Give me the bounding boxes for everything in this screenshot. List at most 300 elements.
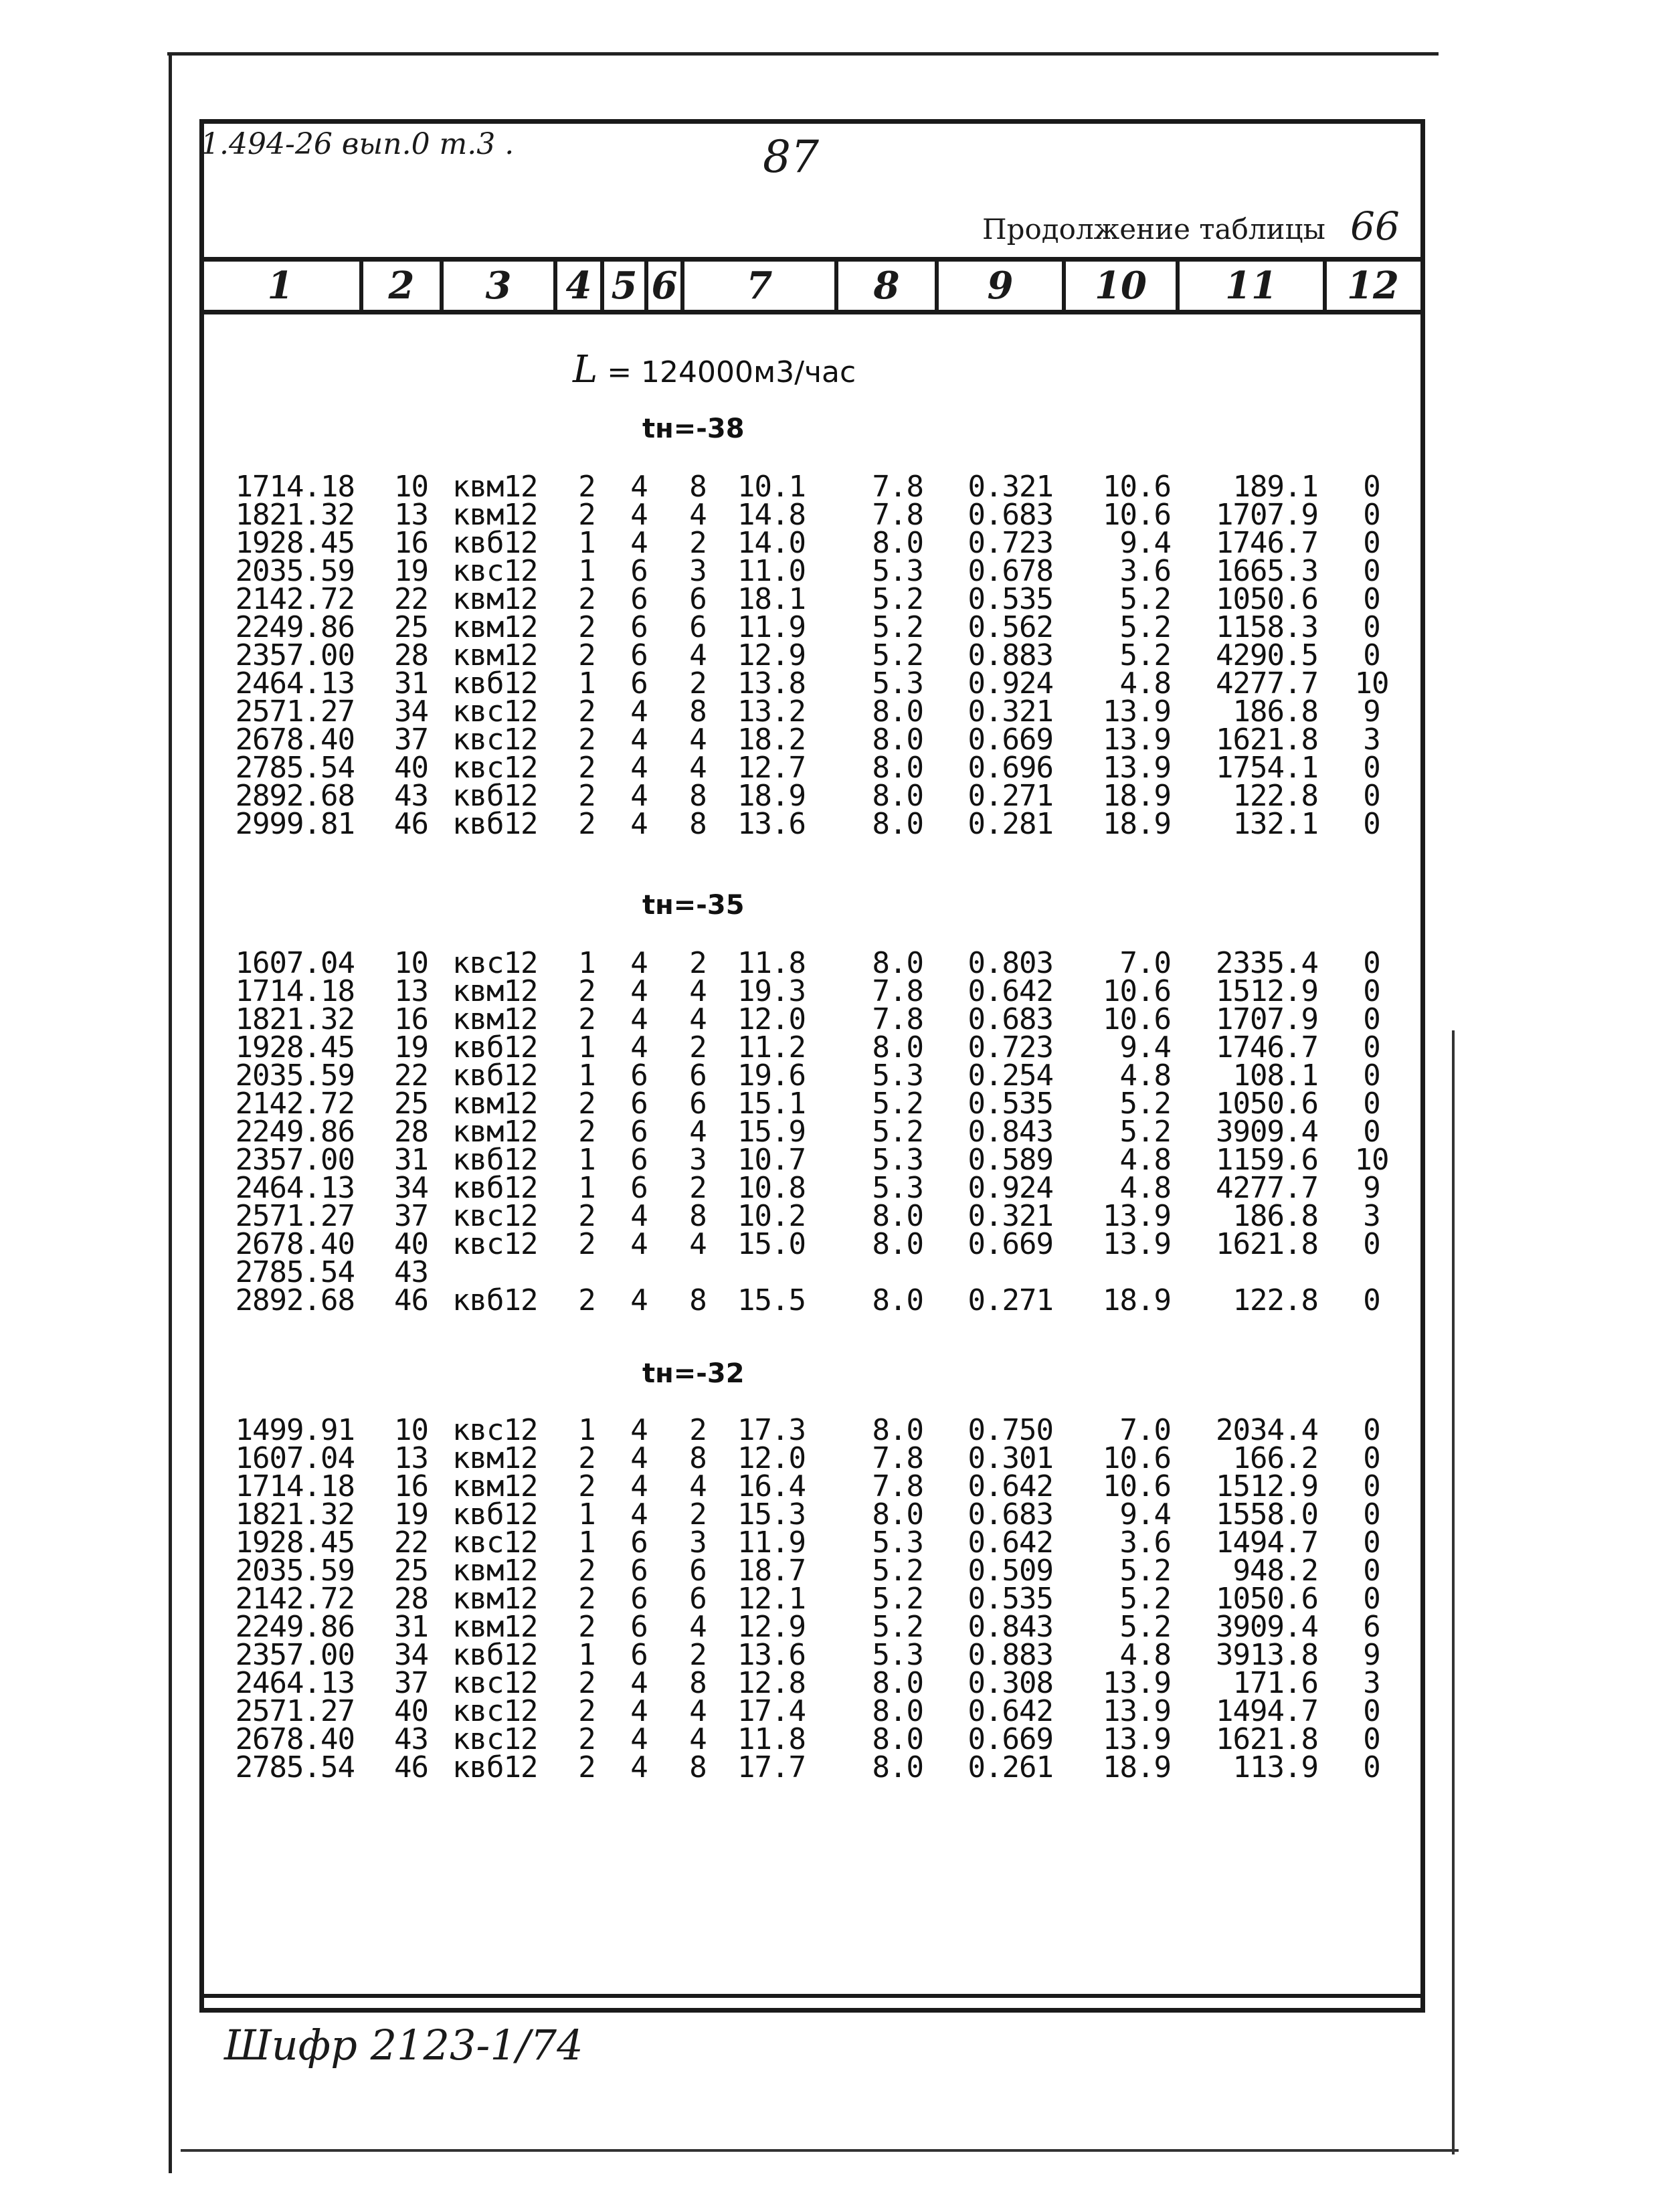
column-number-12: 12 <box>1347 264 1399 308</box>
table-cell: 1512.9 <box>1216 974 1318 1008</box>
table-cell: 2 <box>689 1413 707 1447</box>
table-cell: 12.7 <box>737 751 806 785</box>
table-cell: 8.0 <box>872 1227 923 1261</box>
table-cell: 12.9 <box>737 638 806 672</box>
table-cell: 18.9 <box>1103 807 1171 841</box>
table-cell: 2 <box>578 1582 595 1616</box>
table-cell: квм12 <box>452 1582 538 1616</box>
table-cell: 8.0 <box>872 946 923 980</box>
table-cell: 13.6 <box>737 807 806 841</box>
table-cell: 1621.8 <box>1216 1227 1318 1261</box>
table-cell: 40 <box>394 1694 428 1728</box>
table-cell: 4 <box>630 526 648 560</box>
table-cell: 12.0 <box>737 1002 806 1036</box>
table-cell: 17.4 <box>737 1694 806 1728</box>
table-cell: 1 <box>578 1413 595 1447</box>
table-cell: 5.2 <box>1119 638 1171 672</box>
table-cell: 12.1 <box>737 1582 806 1616</box>
table-cell: 1050.6 <box>1216 582 1318 616</box>
table-cell: 2785.54 <box>235 751 355 785</box>
table-cell: квб12 <box>452 1143 538 1177</box>
table-cell: 4 <box>630 1413 648 1447</box>
table-cell: квм12 <box>452 1441 538 1475</box>
table-cell: 4 <box>689 974 707 1008</box>
table-cell: 4 <box>689 498 707 532</box>
table-cell: 0.642 <box>967 1526 1053 1560</box>
table-cell: 7.8 <box>872 974 923 1008</box>
table-cell: квм12 <box>452 1469 538 1503</box>
table-cell: 13.9 <box>1103 1227 1171 1261</box>
table-cell: 3909.4 <box>1216 1115 1318 1149</box>
table-cell: 10 <box>1354 666 1389 701</box>
table-cell: 0 <box>1363 1694 1380 1728</box>
table-cell: 4 <box>689 1469 707 1503</box>
table-cell: 10.6 <box>1103 974 1171 1008</box>
table-cell: 0 <box>1363 1002 1380 1036</box>
table-cell: 0 <box>1363 1413 1380 1447</box>
table-cell: 13.9 <box>1103 1722 1171 1756</box>
table-cell: 8.0 <box>872 1750 923 1784</box>
table-cell: 4.8 <box>1119 666 1171 701</box>
table-cell: 10 <box>394 946 428 980</box>
table-cell: 4 <box>630 723 648 757</box>
table-cell: 0 <box>1363 1115 1380 1149</box>
table-cell: 5.3 <box>872 1526 923 1560</box>
table-cell: 186.8 <box>1232 1199 1318 1233</box>
table-cell: 2892.68 <box>235 779 355 813</box>
table-cell: 5.3 <box>872 1171 923 1205</box>
column-number-4: 4 <box>565 264 592 308</box>
table-cell: 0.723 <box>967 1030 1053 1065</box>
table-cell: 11.8 <box>737 1722 806 1756</box>
table-cell: 3 <box>1363 723 1380 757</box>
table-cell: 2 <box>578 1694 595 1728</box>
column-number-3: 3 <box>485 264 512 308</box>
table-cell: 2 <box>578 1002 595 1036</box>
table-cell: квм12 <box>452 974 538 1008</box>
table-cell: 2249.86 <box>235 1610 355 1644</box>
table-cell: 0.261 <box>967 1750 1053 1784</box>
table-cell: 8.0 <box>872 751 923 785</box>
table-cell: 2 <box>689 1638 707 1672</box>
table-cell: 5.3 <box>872 1638 923 1672</box>
section-title: tн=-32 <box>642 1358 745 1389</box>
table-cell: 2 <box>578 582 595 616</box>
table-cell: 31 <box>394 666 428 701</box>
table-cell: 0 <box>1363 526 1380 560</box>
table-cell: 18.2 <box>737 723 806 757</box>
table-cell: 0 <box>1363 974 1380 1008</box>
table-cell: 0 <box>1363 638 1380 672</box>
table-cell: 2 <box>578 498 595 532</box>
table-cell: 37 <box>394 723 428 757</box>
table-cell: 2678.40 <box>235 1722 355 1756</box>
table-cell: 0.321 <box>967 695 1053 729</box>
table-cell: 0.669 <box>967 723 1053 757</box>
continuation-label: Продолжение таблицы <box>982 213 1325 246</box>
table-cell: 37 <box>394 1666 428 1700</box>
table-cell: 2 <box>689 1497 707 1532</box>
table-cell: 4 <box>630 1199 648 1233</box>
table-cell: 6 <box>689 1058 707 1093</box>
table-cell: 6 <box>630 1638 648 1672</box>
table-cell: 2357.00 <box>235 1143 355 1177</box>
table-cell: 7.8 <box>872 1441 923 1475</box>
table-cell: 10.2 <box>737 1199 806 1233</box>
table-cell: 0.883 <box>967 638 1053 672</box>
table-cell: 0 <box>1363 1058 1380 1093</box>
table-cell: 2464.13 <box>235 1171 355 1205</box>
table-cell: 0 <box>1363 554 1380 588</box>
table-cell: 2 <box>578 1227 595 1261</box>
table-cell: 1621.8 <box>1216 1722 1318 1756</box>
table-cell: 2464.13 <box>235 666 355 701</box>
table-cell: 4 <box>630 946 648 980</box>
table-cell: 4290.5 <box>1216 638 1318 672</box>
table-cell: 1607.04 <box>235 1441 355 1475</box>
table-cell: 5.2 <box>872 1582 923 1616</box>
table-cell: 31 <box>394 1143 428 1177</box>
table-cell: 10.6 <box>1103 470 1171 504</box>
table-cell: квс12 <box>452 1722 538 1756</box>
column-number-8: 8 <box>873 264 900 308</box>
cipher: Шифр 2123-1/74 <box>224 2021 583 2069</box>
table-cell: квб12 <box>452 779 538 813</box>
table-cell: 6 <box>630 1526 648 1560</box>
table-cell: 4 <box>630 1694 648 1728</box>
table-cell: 132.1 <box>1232 807 1318 841</box>
table-cell: 8 <box>689 1750 707 1784</box>
table-cell: 18.9 <box>737 779 806 813</box>
table-cell: 5.2 <box>872 610 923 644</box>
table-cell: 4 <box>630 1469 648 1503</box>
column-separator <box>1323 262 1327 310</box>
table-cell: 6 <box>689 610 707 644</box>
table-cell: 0.883 <box>967 1638 1053 1672</box>
table-cell: квм12 <box>452 1087 538 1121</box>
table-cell: 43 <box>394 1255 428 1289</box>
outer-bottom-border <box>181 2149 1459 2152</box>
table-cell: 18.7 <box>737 1554 806 1588</box>
column-separator <box>644 262 648 310</box>
table-cell: 25 <box>394 610 428 644</box>
table-cell: 15.1 <box>737 1087 806 1121</box>
column-number-1: 1 <box>267 264 294 308</box>
table-cell: 5.2 <box>1119 610 1171 644</box>
table-cell: 13.9 <box>1103 751 1171 785</box>
table-cell: 0 <box>1363 1582 1380 1616</box>
table-cell: 22 <box>394 582 428 616</box>
table-cell: 0 <box>1363 582 1380 616</box>
table-cell: 9.4 <box>1119 526 1171 560</box>
table-cell: 1821.32 <box>235 498 355 532</box>
table-cell: 6 <box>630 1554 648 1588</box>
table-cell: 0 <box>1363 1722 1380 1756</box>
table-cell: 2678.40 <box>235 1227 355 1261</box>
table-cell: 43 <box>394 779 428 813</box>
table-cell: 4.8 <box>1119 1171 1171 1205</box>
table-cell: 2 <box>689 666 707 701</box>
table-cell: 1821.32 <box>235 1002 355 1036</box>
table-cell: квс12 <box>452 1413 538 1447</box>
table-cell: квм12 <box>452 1002 538 1036</box>
table-cell: 1 <box>578 1526 595 1560</box>
table-cell: 9 <box>1363 695 1380 729</box>
table-cell: квм12 <box>452 638 538 672</box>
table-cell: 3 <box>1363 1666 1380 1700</box>
table-cell: 14.8 <box>737 498 806 532</box>
table-cell: 2 <box>578 974 595 1008</box>
table-cell: 2785.54 <box>235 1750 355 1784</box>
table-cell: 0.696 <box>967 751 1053 785</box>
table-cell: квб12 <box>452 1750 538 1784</box>
table-cell: 37 <box>394 1199 428 1233</box>
table-cell: квм12 <box>452 1115 538 1149</box>
table-cell: 3 <box>689 1143 707 1177</box>
table-cell: 6 <box>630 1171 648 1205</box>
table-cell: 8.0 <box>872 1694 923 1728</box>
table-cell: 0 <box>1363 1526 1380 1560</box>
table-cell: 6 <box>630 1143 648 1177</box>
table-cell: 0.683 <box>967 1002 1053 1036</box>
table-cell: 0.924 <box>967 666 1053 701</box>
table-cell: 3.6 <box>1119 554 1171 588</box>
table-cell: 0.723 <box>967 526 1053 560</box>
table-cell: 10.1 <box>737 470 806 504</box>
table-cell: квс12 <box>452 946 538 980</box>
table-cell: 0 <box>1363 610 1380 644</box>
table-cell: 1928.45 <box>235 526 355 560</box>
table-cell: 0 <box>1363 1030 1380 1065</box>
table-cell: 3 <box>1363 1199 1380 1233</box>
table-cell: 15.5 <box>737 1283 806 1317</box>
table-cell: 2357.00 <box>235 1638 355 1672</box>
outer-top-border <box>167 52 1439 56</box>
table-cell: 3.6 <box>1119 1526 1171 1560</box>
table-cell: 40 <box>394 1227 428 1261</box>
table-cell: 11.8 <box>737 946 806 980</box>
table-cell: 4 <box>630 1441 648 1475</box>
table-cell: 4 <box>630 470 648 504</box>
table-cell: 5.3 <box>872 666 923 701</box>
table-cell: 34 <box>394 695 428 729</box>
table-cell: 8.0 <box>872 807 923 841</box>
table-cell: 0 <box>1363 1469 1380 1503</box>
table-cell: 0.281 <box>967 807 1053 841</box>
table-cell: 186.8 <box>1232 695 1318 729</box>
table-cell: 22 <box>394 1526 428 1560</box>
table-cell: 10.6 <box>1103 1002 1171 1036</box>
table-cell: 4 <box>689 1227 707 1261</box>
table-cell: 16.4 <box>737 1469 806 1503</box>
table-cell: 2 <box>578 610 595 644</box>
table-cell: квб12 <box>452 1638 538 1672</box>
table-cell: 0 <box>1363 1441 1380 1475</box>
table-cell: 4 <box>630 1283 648 1317</box>
table-cell: 1 <box>578 1638 595 1672</box>
table-cell: 0 <box>1363 779 1380 813</box>
table-cell: 6 <box>689 1554 707 1588</box>
table-cell: 5.3 <box>872 554 923 588</box>
table-cell: 6 <box>630 1115 648 1149</box>
table-row <box>0 807 1660 841</box>
table-cell: квб12 <box>452 1030 538 1065</box>
table-cell: 1494.7 <box>1216 1526 1318 1560</box>
table-cell: 6 <box>630 1582 648 1616</box>
column-number-5: 5 <box>611 264 638 308</box>
table-cell: 0.803 <box>967 946 1053 980</box>
table-cell: 1 <box>578 1143 595 1177</box>
table-cell: 28 <box>394 1115 428 1149</box>
table-cell: 5.3 <box>872 1143 923 1177</box>
table-cell: 2034.4 <box>1216 1413 1318 1447</box>
table-cell: 16 <box>394 1469 428 1503</box>
table-cell: 2571.27 <box>235 1199 355 1233</box>
table-cell: 4 <box>630 1227 648 1261</box>
table-cell: 12.0 <box>737 1441 806 1475</box>
table-cell: 1 <box>578 666 595 701</box>
table-cell: 13.2 <box>737 695 806 729</box>
table-cell: 8 <box>689 1666 707 1700</box>
table-cell: 2142.72 <box>235 582 355 616</box>
table-cell: 6 <box>630 554 648 588</box>
table-cell: 9.4 <box>1119 1030 1171 1065</box>
table-cell: 7.8 <box>872 1469 923 1503</box>
table-cell: 7.8 <box>872 498 923 532</box>
table-cell: квм12 <box>452 1554 538 1588</box>
table-cell: 5.2 <box>1119 1610 1171 1644</box>
table-cell: квб12 <box>452 1058 538 1093</box>
table-cell: 5.3 <box>872 1058 923 1093</box>
table-cell: 0.843 <box>967 1115 1053 1149</box>
table-cell: 3 <box>689 1526 707 1560</box>
table-cell: 4 <box>630 1750 648 1784</box>
table-cell: 5.2 <box>872 1610 923 1644</box>
table-cell: 1607.04 <box>235 946 355 980</box>
table-cell: 11.9 <box>737 610 806 644</box>
table-cell: 15.3 <box>737 1497 806 1532</box>
table-cell: 17.7 <box>737 1750 806 1784</box>
table-cell: 2 <box>578 779 595 813</box>
table-cell: квс12 <box>452 751 538 785</box>
table-cell: 7.0 <box>1119 946 1171 980</box>
table-cell: 8.0 <box>872 1030 923 1065</box>
column-separator <box>834 262 838 310</box>
table-cell: 6 <box>1363 1610 1380 1644</box>
table-cell: 5.2 <box>1119 1115 1171 1149</box>
table-cell: 1746.7 <box>1216 1030 1318 1065</box>
table-cell: 15.9 <box>737 1115 806 1149</box>
table-cell: 2464.13 <box>235 1666 355 1700</box>
table-cell: 0.509 <box>967 1554 1053 1588</box>
table-cell: 3909.4 <box>1216 1610 1318 1644</box>
column-separator <box>359 262 363 310</box>
table-cell: 4.8 <box>1119 1058 1171 1093</box>
table-cell: 171.6 <box>1232 1666 1318 1700</box>
table-cell: 2035.59 <box>235 1554 355 1588</box>
table-cell: 113.9 <box>1232 1750 1318 1784</box>
table-cell: 5.2 <box>872 1554 923 1588</box>
table-cell: 1821.32 <box>235 1497 355 1532</box>
table-cell: 0 <box>1363 1497 1380 1532</box>
table-cell: 0.301 <box>967 1441 1053 1475</box>
table-cell: 16 <box>394 526 428 560</box>
table-cell: 108.1 <box>1232 1058 1318 1093</box>
column-separator <box>935 262 939 310</box>
column-separator <box>1062 262 1066 310</box>
table-cell: 13.9 <box>1103 1199 1171 1233</box>
table-cell: 10.8 <box>737 1171 806 1205</box>
table-cell: 12.8 <box>737 1666 806 1700</box>
table-cell: 2 <box>578 638 595 672</box>
table-cell: 2 <box>578 1469 595 1503</box>
column-separator <box>440 262 444 310</box>
table-cell: 5.2 <box>872 638 923 672</box>
table-cell: 2571.27 <box>235 1694 355 1728</box>
table-cell: 18.9 <box>1103 779 1171 813</box>
table-cell: 2 <box>578 1554 595 1588</box>
section-title: tн=-35 <box>642 890 745 921</box>
table-cell: 2 <box>578 1666 595 1700</box>
table-cell: 5.2 <box>1119 1554 1171 1588</box>
table-cell: 0 <box>1363 946 1380 980</box>
table-cell: 4 <box>630 1030 648 1065</box>
table-cell: 15.0 <box>737 1227 806 1261</box>
table-cell: 4 <box>630 695 648 729</box>
table-cell: 4277.7 <box>1216 666 1318 701</box>
table-cell: 19 <box>394 1497 428 1532</box>
table-cell: 7.0 <box>1119 1413 1171 1447</box>
table-cell: 1499.91 <box>235 1413 355 1447</box>
table-cell: 5.2 <box>872 1115 923 1149</box>
table-cell: 14.0 <box>737 526 806 560</box>
table-cell: 1 <box>578 1030 595 1065</box>
table-cell: 2 <box>578 1115 595 1149</box>
table-cell: 10 <box>394 470 428 504</box>
table-cell: 0.321 <box>967 470 1053 504</box>
table-cell: 19 <box>394 554 428 588</box>
table-cell: 4 <box>630 1002 648 1036</box>
column-separator <box>600 262 604 310</box>
table-cell: 6 <box>630 1087 648 1121</box>
table-cell: 11.0 <box>737 554 806 588</box>
table-cell: квм12 <box>452 610 538 644</box>
table-cell: 5.2 <box>1119 582 1171 616</box>
section-title: tн=-38 <box>642 413 745 444</box>
table-cell: 2 <box>578 1087 595 1121</box>
table-cell: квм12 <box>452 1610 538 1644</box>
table-cell: 18.1 <box>737 582 806 616</box>
table-cell: 8 <box>689 807 707 841</box>
table-cell: 13 <box>394 498 428 532</box>
table-cell: 4.8 <box>1119 1143 1171 1177</box>
table-cell: 0 <box>1363 1554 1380 1588</box>
table-cell: 8.0 <box>872 779 923 813</box>
table-cell: 4 <box>689 1610 707 1644</box>
table-cell: 2035.59 <box>235 1058 355 1093</box>
table-cell: квб12 <box>452 666 538 701</box>
table-cell: 2571.27 <box>235 695 355 729</box>
table-cell: 1 <box>578 1171 595 1205</box>
table-cell: 4 <box>689 638 707 672</box>
column-number-7: 7 <box>746 264 773 308</box>
table-cell: 28 <box>394 1582 428 1616</box>
table-cell: 2 <box>578 1199 595 1233</box>
table-cell: 8.0 <box>872 526 923 560</box>
table-cell: 4 <box>689 1002 707 1036</box>
table-cell: 5.2 <box>1119 1582 1171 1616</box>
table-cell: 2 <box>578 695 595 729</box>
